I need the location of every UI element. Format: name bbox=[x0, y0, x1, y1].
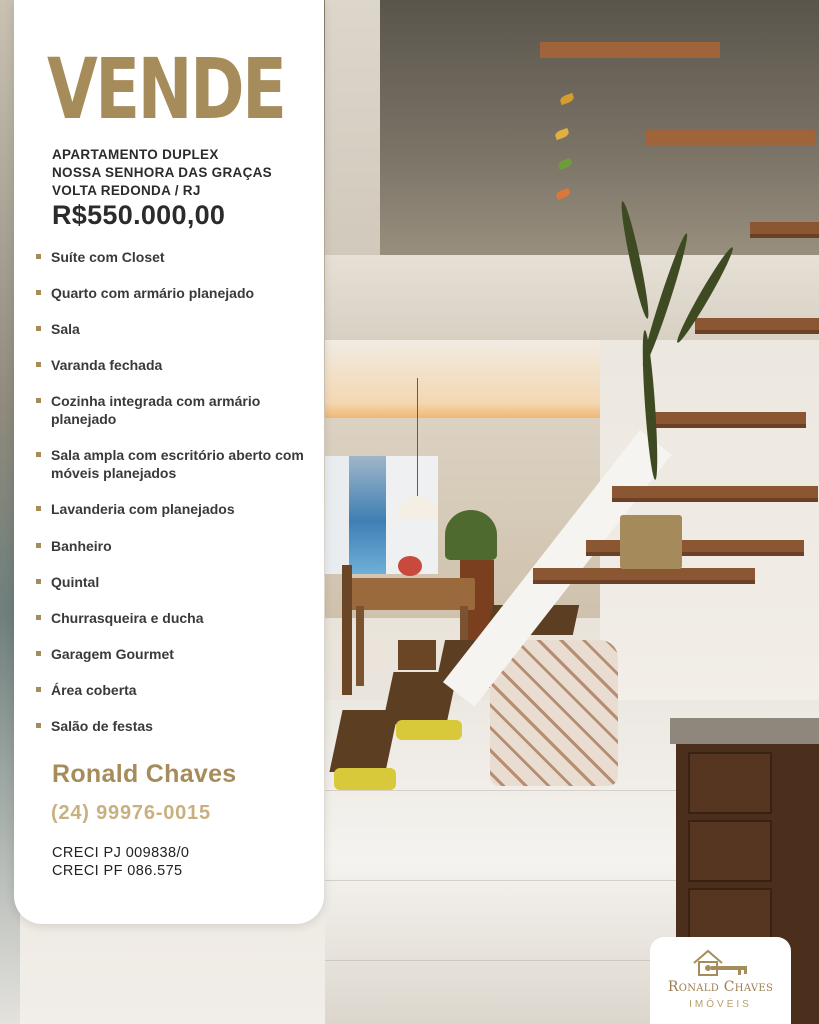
dining-table bbox=[350, 578, 475, 610]
pendant-cord bbox=[417, 378, 418, 498]
property-description bbox=[52, 146, 272, 200]
feature-item: Lavanderia com planejados bbox=[36, 500, 306, 518]
stair-step bbox=[695, 318, 819, 330]
creci-pj: CRECI PJ 009838/0 bbox=[52, 845, 190, 861]
feature-item: Cozinha integrada com armário planejado bbox=[36, 392, 306, 428]
price: R$550.000,00 bbox=[52, 200, 226, 230]
potted-plant bbox=[445, 510, 497, 560]
stair-step bbox=[645, 130, 815, 146]
countertop bbox=[670, 718, 819, 744]
ceiling-cove-light bbox=[325, 340, 625, 418]
brand-logo bbox=[650, 937, 791, 1024]
property-type: APARTAMENTO DUPLEX bbox=[52, 147, 219, 162]
feature-item: Garagem Gourmet bbox=[36, 645, 306, 663]
feature-item: Sala bbox=[36, 320, 306, 338]
table-leg bbox=[356, 606, 364, 686]
bullet-icon bbox=[36, 362, 41, 367]
bench-cushion bbox=[334, 768, 396, 790]
feature-item: Varanda fechada bbox=[36, 356, 306, 374]
curtain bbox=[325, 456, 349, 574]
stair-step bbox=[612, 486, 818, 498]
dining-chair bbox=[342, 565, 352, 695]
feature-item: Salão de festas bbox=[36, 717, 306, 735]
stair-step bbox=[750, 222, 819, 234]
bullet-icon bbox=[36, 687, 41, 692]
bullet-icon bbox=[36, 254, 41, 259]
agent-phone[interactable]: (24) 99976-0015 bbox=[51, 802, 211, 824]
feature-item: Suíte com Closet bbox=[36, 248, 306, 266]
bullet-icon bbox=[36, 579, 41, 584]
feature-item: Churrasqueira e ducha bbox=[36, 609, 306, 627]
bullet-icon bbox=[36, 651, 41, 656]
feature-item: Quintal bbox=[36, 573, 306, 591]
bullet-icon bbox=[36, 398, 41, 403]
property-city: VOLTA REDONDA / RJ bbox=[52, 183, 201, 198]
headline: VENDE bbox=[47, 40, 285, 139]
bullet-icon bbox=[36, 543, 41, 548]
logo-name: Ronald Chaves bbox=[667, 979, 774, 995]
logo-subtitle: IMÓVEIS bbox=[689, 999, 752, 1010]
creci-pf: CRECI PF 086.575 bbox=[52, 863, 183, 879]
flower-vase bbox=[398, 556, 422, 576]
stair-step bbox=[540, 42, 720, 58]
license-numbers bbox=[52, 844, 189, 880]
feature-item: Área coberta bbox=[36, 681, 306, 699]
bullet-icon bbox=[36, 506, 41, 511]
cabinet-drawer bbox=[688, 820, 772, 882]
bullet-icon bbox=[36, 452, 41, 457]
bullet-icon bbox=[36, 326, 41, 331]
agent-name: Ronald Chaves bbox=[52, 760, 237, 788]
bench-cushion bbox=[396, 720, 462, 740]
property-neighborhood: NOSSA SENHORA DAS GRAÇAS bbox=[52, 165, 272, 180]
bullet-icon bbox=[36, 723, 41, 728]
feature-item: Sala ampla com escritório aberto com móveis planejados bbox=[36, 446, 306, 482]
bullet-icon bbox=[36, 615, 41, 620]
stair-step bbox=[586, 540, 804, 552]
feature-item: Banheiro bbox=[36, 537, 306, 555]
house-key-icon bbox=[690, 947, 752, 977]
dining-chair bbox=[398, 640, 436, 670]
cabinet-drawer bbox=[688, 752, 772, 814]
stair-step bbox=[650, 412, 806, 424]
plant-pot bbox=[620, 515, 682, 569]
bullet-icon bbox=[36, 290, 41, 295]
feature-item: Quarto com armário planejado bbox=[36, 284, 306, 302]
stair-step bbox=[533, 568, 755, 580]
